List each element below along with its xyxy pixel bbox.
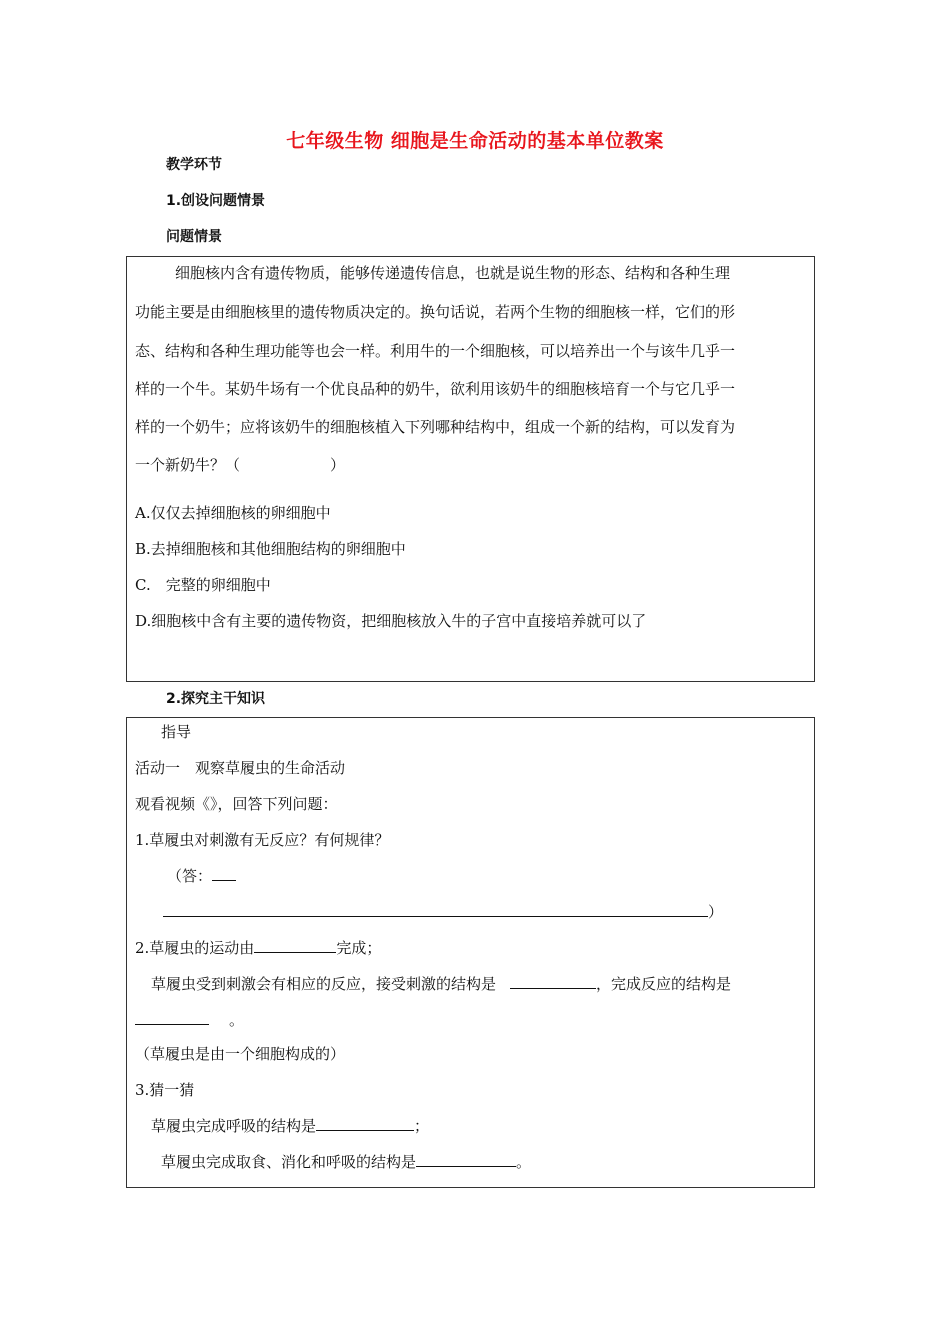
- document-title: 七年级生物 细胞是生命活动的基本单位教案: [286, 130, 664, 152]
- section1-heading: 1.创设问题情景: [166, 193, 266, 209]
- question-3-line-1: [151, 1116, 429, 1136]
- problem-box: [126, 256, 815, 682]
- q2-stimulus-text: 草履虫受到刺激会有相应的反应，接受刺激的结构是: [151, 975, 497, 993]
- question-2-line-2: [151, 974, 731, 994]
- question-1: 1.草履虫对刺激有无反应？有何规律？: [135, 831, 390, 849]
- problem-paragraph-line: 一个新奶牛？（ ）: [135, 456, 346, 474]
- answer-line-1: [167, 866, 236, 886]
- question-3: 3.猜一猜: [135, 1081, 195, 1099]
- q3-line2-end: 。: [516, 1153, 532, 1171]
- problem-paragraph-line: 样的一个奶牛；应将该奶牛的细胞核植入下列哪种结构中，组成一个新的结构，可以发育为: [135, 418, 736, 436]
- q2-blank[interactable]: [254, 938, 336, 953]
- question-2-text: 2.草履虫的运动由: [135, 939, 255, 957]
- option-c: C. 完整的卵细胞中: [135, 576, 271, 594]
- question-2-text-end: 完成；: [336, 939, 382, 957]
- answer-close: ）: [708, 903, 724, 921]
- answer-line-2: [163, 902, 723, 922]
- q2-response-blank[interactable]: [135, 1010, 209, 1025]
- problem-paragraph-line: 功能主要是由细胞核里的遗传物质决定的。换句话说，若两个生物的细胞核一样，它们的形: [135, 303, 736, 321]
- explore-box: [126, 717, 815, 1188]
- answer-blank[interactable]: [212, 866, 236, 881]
- question-3-line-2: [161, 1152, 531, 1172]
- q3-line1-end: ；: [414, 1117, 430, 1135]
- option-a: A.仅仅去掉细胞核的卵细胞中: [135, 504, 331, 522]
- answer-long-blank[interactable]: [163, 902, 708, 917]
- question-2-line-3: [135, 1010, 244, 1030]
- q3-respiration-blank[interactable]: [316, 1116, 414, 1131]
- problem-paragraph-line: 样的一个牛。某奶牛场有一个优良品种的奶牛，欲利用该奶牛的细胞核培育一个与它几乎一: [135, 380, 736, 398]
- option-d: D.细胞核中含有主要的遗传物资，把细胞核放入牛的子宫中直接培养就可以了: [135, 612, 647, 630]
- answer-open: （答：: [167, 867, 213, 885]
- section-teaching-heading: 教学环节: [166, 157, 222, 173]
- q2-note: （草履虫是由一个细胞构成的）: [135, 1045, 346, 1063]
- q2-response-text: ，完成反应的结构是: [596, 975, 732, 993]
- q3-respiration-text: 草履虫完成呼吸的结构是: [151, 1117, 317, 1135]
- section2-heading: 2.探究主干知识: [166, 691, 266, 707]
- option-b: B.去掉细胞核和其他细胞结构的卵细胞中: [135, 540, 406, 558]
- q3-feeding-blank[interactable]: [416, 1152, 516, 1167]
- watch-instruction: 观看视频《》，回答下列问题：: [135, 795, 338, 813]
- guide-label: 指导: [161, 723, 192, 741]
- question-2: [135, 938, 381, 958]
- problem-paragraph-line: 态、结构和各种生理功能等也会一样。利用牛的一个细胞核，可以培养出一个与该牛几乎一: [135, 342, 736, 360]
- activity-title: 活动一 观察草履虫的生命活动: [135, 759, 346, 777]
- problem-paragraph-line: 细胞核内含有遗传物质，能够传递遗传信息，也就是说生物的形态、结构和各种生理: [175, 264, 731, 282]
- section1-subheading: 问题情景: [166, 229, 222, 245]
- q3-feeding-text: 草履虫完成取食、消化和呼吸的结构是: [161, 1153, 417, 1171]
- q2-line3-end: 。: [229, 1011, 245, 1029]
- q2-stimulus-blank[interactable]: [510, 974, 596, 989]
